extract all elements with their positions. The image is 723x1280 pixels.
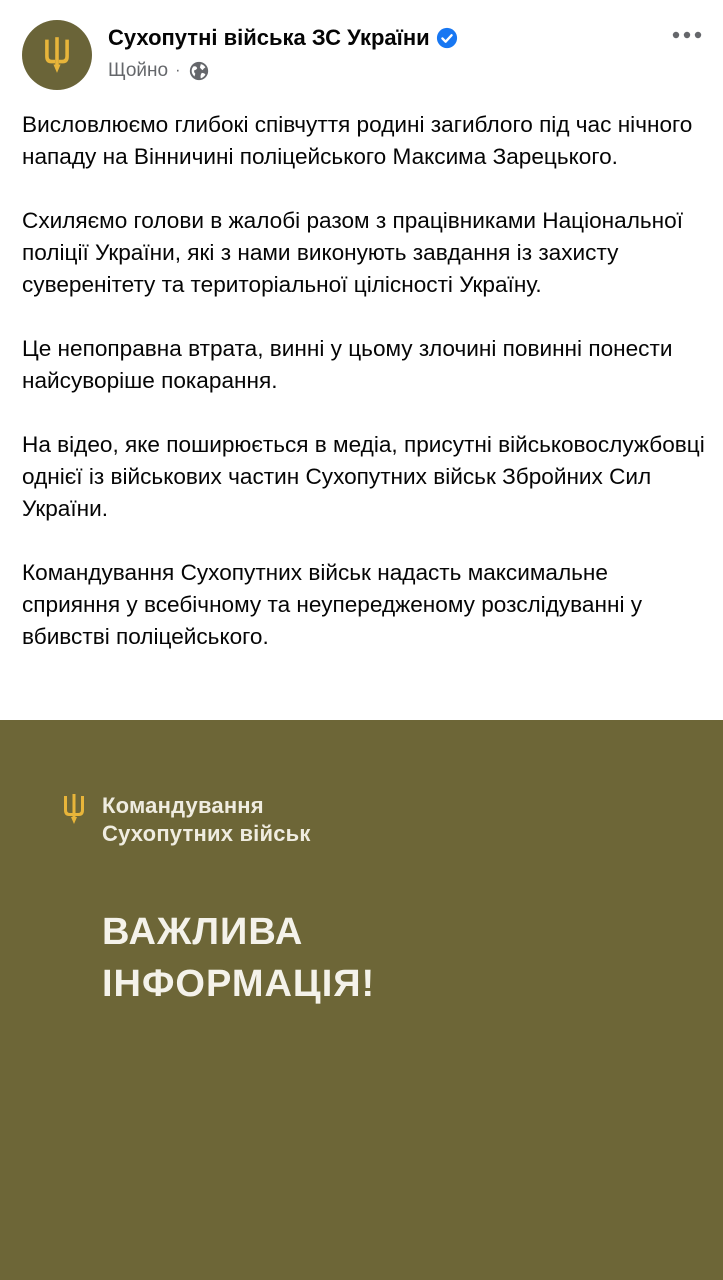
post-paragraph: Схиляємо голови в жалобі разом з працівниками Національної поліції України, які з нами виконують завдання із захисту суверенітету та територіальної цілісності Україну. [22, 208, 683, 297]
banner-organization [102, 792, 311, 848]
meta-separator: · [175, 62, 181, 79]
post-timestamp[interactable]: Щойно [108, 60, 169, 81]
page-name[interactable]: Сухопутні війська ЗС України [108, 25, 430, 50]
banner-org-line: Командування [102, 793, 264, 818]
banner-logo [62, 792, 311, 848]
post-paragraph: Висловлюємо глибокі співчуття родині загиблого під час нічного нападу на Вінничині поліцейського Максима Зарецького. [22, 112, 693, 169]
banner-headline [102, 906, 375, 1010]
page-avatar[interactable] [22, 20, 92, 90]
post-header [0, 0, 723, 100]
verified-badge-icon [436, 27, 458, 49]
trident-icon [42, 36, 72, 74]
post-paragraph: На відео, яке поширюється в медіа, присутні військовослужбовці однієї із військових частин Сухопутних військ Збройних Сил України. [22, 432, 705, 521]
banner-headline-line: ІНФОРМАЦІЯ! [102, 963, 376, 1005]
page-name-row [108, 22, 458, 54]
more-options-icon [672, 31, 702, 39]
post-paragraph: Командування Сухопутних військ надасть максимальне сприяння у всебічному та неупередженому розслідуванні у вбивстві поліцейського. [22, 560, 643, 649]
banner-org-line: Сухопутних військ [102, 821, 311, 846]
trident-icon [62, 793, 86, 825]
post-meta [108, 58, 210, 84]
post-image[interactable] [0, 720, 723, 1280]
post-body [22, 109, 707, 653]
more-options-button[interactable] [669, 22, 705, 48]
post-paragraph: Це непоправна втрата, винні у цьому злочині повинні понести найсуворіше покарання. [22, 336, 673, 393]
globe-icon[interactable] [188, 60, 210, 82]
banner-headline-line: ВАЖЛИВА [102, 911, 304, 953]
